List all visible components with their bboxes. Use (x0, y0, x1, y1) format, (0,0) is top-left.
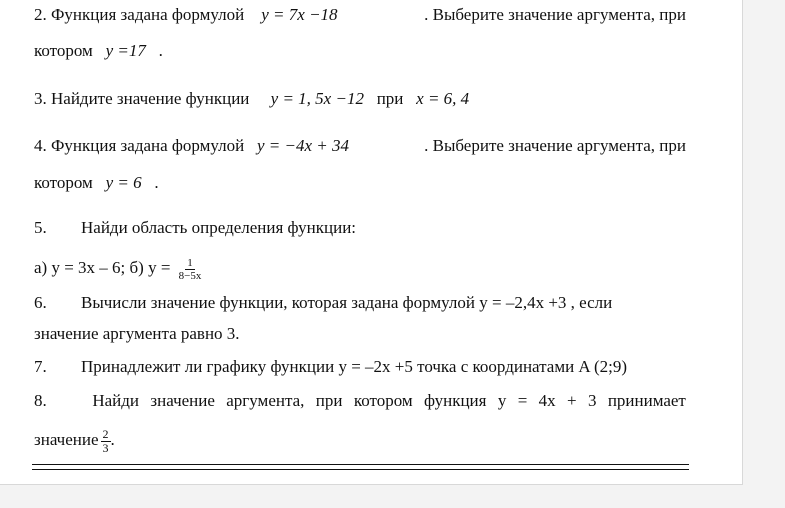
problem-7 (34, 357, 627, 377)
problem-8-word: = (517, 391, 528, 410)
problem-8-word: + (567, 391, 577, 410)
problem-2-line2-text: котором (34, 41, 93, 60)
problem-8-line2-text: значение (34, 430, 99, 449)
problem-4-rest: . Выберите значение аргумента, при (424, 136, 686, 155)
problem-3-text: 3. Найдите значение функции (34, 89, 250, 108)
problem-5-fraction (177, 257, 204, 282)
problem-7-text: Принадлежит ли графику функции y = –2x +5 точка с координатами A (2;9) (81, 357, 628, 376)
problem-8-word: значение (150, 391, 215, 410)
problem-2-formula: y = 7x −18 (261, 5, 338, 24)
problem-5-number: 5. (34, 218, 47, 237)
problem-2-rest: . Выберите значение аргумента, при (424, 5, 686, 24)
problem-6-line-2 (34, 324, 240, 344)
problem-2-text: 2. Функция задана формулой (34, 5, 245, 24)
problem-5-heading (34, 218, 356, 238)
problem-2-line-2 (34, 41, 163, 61)
problem-3-formula: y = 1, 5x −12 (270, 89, 364, 108)
problem-3-condition: x = 6, 4 (416, 89, 470, 108)
problem-8-word: Найди (92, 391, 140, 410)
problem-6-line-1 (34, 293, 612, 313)
problem-5-parts (34, 254, 203, 282)
problem-8-word: 3 (587, 391, 597, 410)
problem-5-part-text: а) y = 3x – 6; б) y = (34, 258, 171, 277)
problem-5-text: Найди область определения функции: (81, 218, 357, 237)
fraction-denominator: 3 (102, 440, 109, 455)
double-divider-line (32, 464, 689, 470)
problem-4-line2-text: котором (34, 173, 93, 192)
problem-6-text-2: значение аргумента равно 3. (34, 324, 240, 343)
problem-3 (34, 89, 469, 109)
problem-4-line-1 (34, 136, 686, 156)
problem-8-word: при (315, 391, 343, 410)
problem-8-end: . (110, 430, 115, 449)
problem-8-word: котором (353, 391, 413, 410)
problem-7-number: 7. (34, 357, 47, 376)
problem-6-number: 6. (34, 293, 47, 312)
problem-4-end: . (154, 173, 159, 192)
problem-8-word: функция (424, 391, 487, 410)
problem-4-text: 4. Функция задана формулой (34, 136, 245, 155)
problem-8-number: 8. (34, 391, 47, 410)
problem-8-fraction (101, 428, 111, 455)
fraction-numerator: 2 (102, 426, 109, 441)
problem-4-line-2 (34, 173, 159, 193)
problem-8-line-1 (34, 391, 686, 411)
problem-8-word: y (497, 391, 507, 410)
fraction-numerator: 1 (187, 256, 193, 269)
problem-4-condition: y = 6 (105, 173, 142, 192)
problem-6-text: Вычисли значение функции, которая задана формулой y = –2,4x +3 , если (81, 293, 613, 312)
problem-8-word: 4x (538, 391, 556, 410)
problem-8-word: аргумента, (226, 391, 305, 410)
problem-2-line-1 (34, 5, 686, 25)
problem-2-condition: y =17 (105, 41, 146, 60)
problem-8-line-2 (34, 424, 115, 456)
problem-8-word: принимает (607, 391, 686, 410)
fraction-denominator: 8−5x (178, 269, 202, 282)
problem-4-formula: y = −4x + 34 (257, 136, 350, 155)
problem-2-end: . (158, 41, 163, 60)
problem-3-mid: при (376, 89, 404, 108)
